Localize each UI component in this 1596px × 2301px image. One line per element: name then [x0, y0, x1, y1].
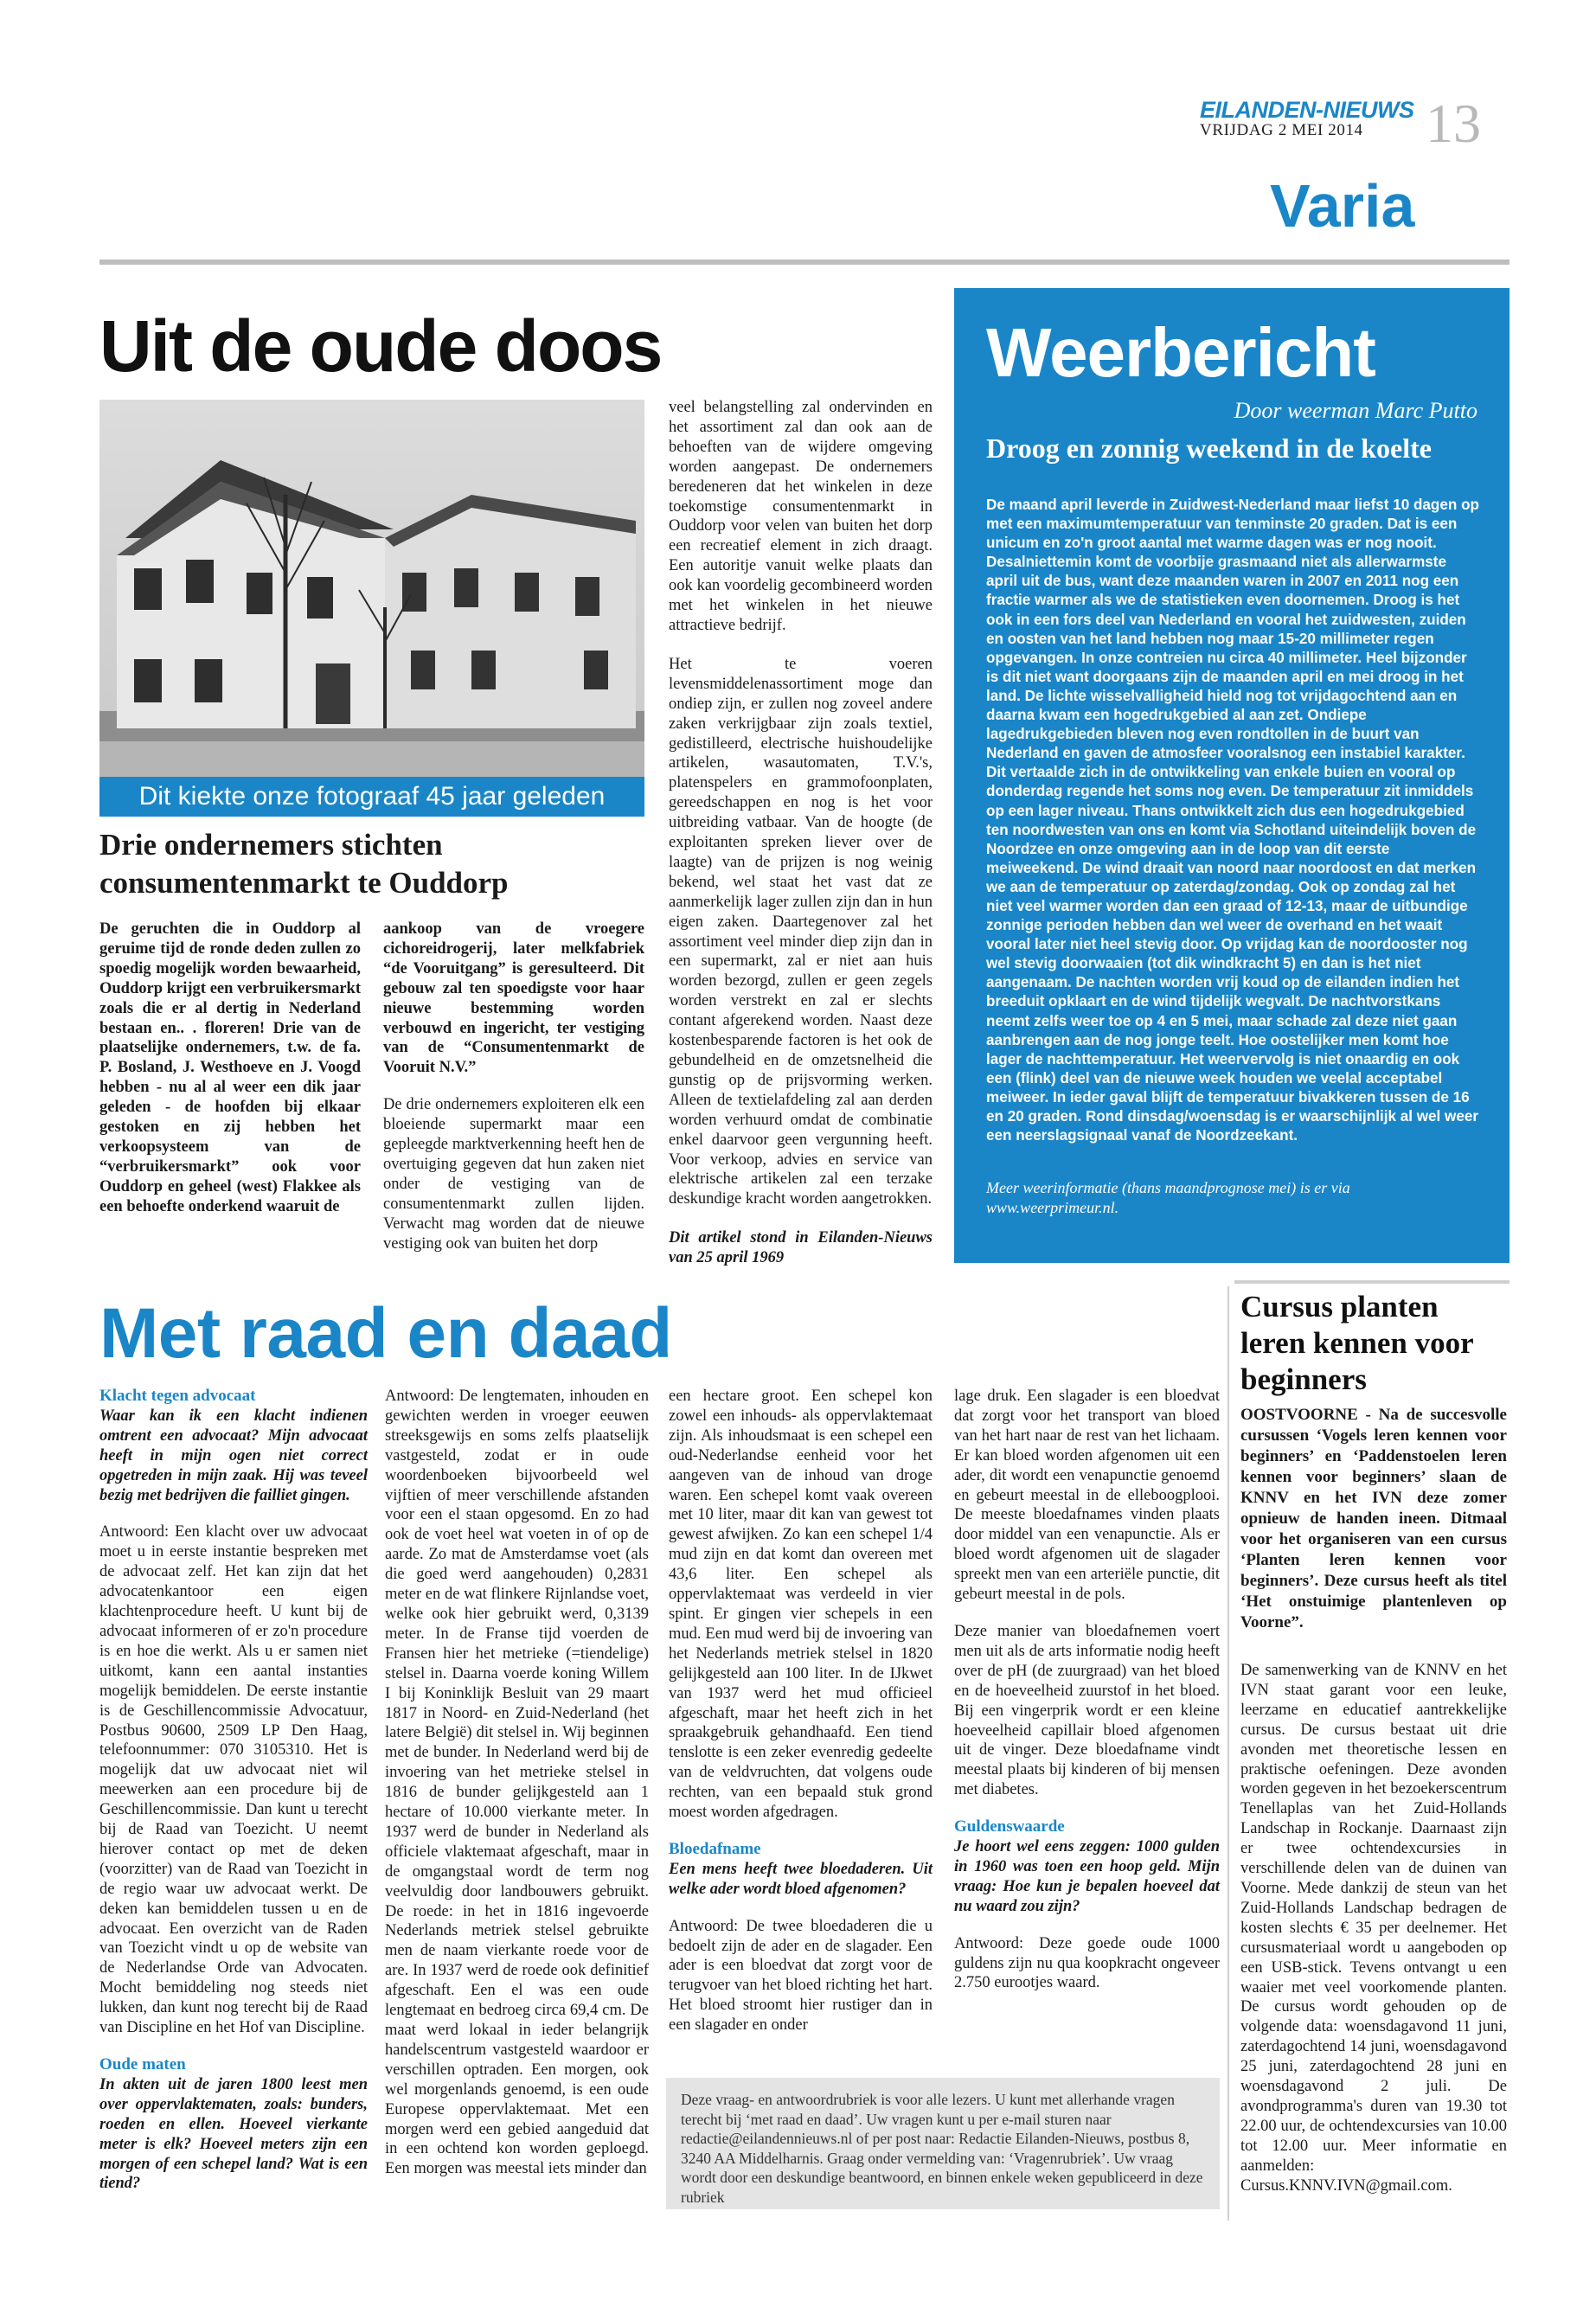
raad-column-4	[954, 1387, 1220, 1993]
oude-doos-column-1: De geruchten die in Ouddorp al geruime tijd de ronde deden zullen zo spoedig mogelijk worden bewaarheid, Ouddorp krijgt een verbruikersmarkt zoals die er al dertig in Nederland bestaan en.. . floreren! Drie van de plaatselijke ondernemers, t.w. de fa. P. Bosland, J. Westhoeve en J. Voogd hebben - nu al al weer een dik jaar geleden - de hoofden bij elkaar gestoken en zij hebben het verkoopsysteem van de “verbruikersmarkt” ook voor Ouddorp en geheel (west) Flakkee als een behoefte onderkend waaruit de	[99, 920, 361, 1215]
raad-column-2: Antwoord: De lengtematen, inhouden en gewichten werden in vroeger eeuwen streeksgewijs en soms zelfs plaatselijk vastgesteld, zodat er in oude woordenboeken bijvoorbeeld wel vijftien of meer verschillende afstanden voor een el staan opgesomd. En zo had ook de voet heel wat voeten in of op de aarde. Zo mat de Amsterdamse voet (als die goed werd aangehouden) 0,2831 meter en de wat flinkere Rijnlandse voet, welke ook hier gebruikt werd, 0,3139 meter. In de Franse tijd voerden de Fransen hier het metrieke (=tiendelige) stelsel in. Daarna voerde koning Willem I bij Koninklijk Besluit van 29 maart 1817 in Noord- en Zuid-Nederland (het latere België) dit stelsel in. Wij beginnen met de bunder. In Nederland werd bij de invoering van het metrieke stelsel in 1816 de bunder gelijkgesteld aan 1 hectare of 10.000 vierkante meter. In 1937 werd de bunder in Nederland als officiele vlaktemaat afgeschaft, maar in de omgangstaal wordt de term nog veelvuldig door landbouwers gebruikt. De roede: in het in 1816 ingevoerde Nederlands metriek stelsel gebruikte men de naam vierkante roede voor de are. In 1937 werd de roede ook definitief afgeschaft. Een el was een oude lengtemaat en bedroeg circa 69,4 cm. De maat werd lokaal in ieder belangrijk handelscentrum vastgesteld waardoor er verschillen optraden. Een morgen, ook wel morgenlands genoemd, is een oude Europese oppervlaktemaat. Met een morgen werd een gebied aangeduid dat in een ochtend kon worden geploegd. Een morgen was meestal iets minder dan	[385, 1388, 649, 2178]
newspaper-logo: EILANDEN-NIEUWS	[1200, 97, 1414, 123]
oude-doos-column-3	[669, 398, 933, 1268]
oude-doos-heading: Drie ondernemers stichten consumentenmarkt te Ouddorp	[99, 828, 509, 900]
oude-doos-col3-p1: veel belangstelling zal ondervinden en het assortiment zal dan ook aan de behoeften van de wijdere omgeving worden aangepast. De ondernemers beredeneren dat het winkelen in deze toekomstige consumentenmarkt in Ouddorp voor velen van buiten het dorp een recreatief element in zich draagt. Een autoritje vanuit welke plaats dan ook kan voordelig gecombineerd worden met het winkelen in het nieuwe attractieve bedrijf.	[669, 399, 933, 634]
weather-subtitle: Droog en zonnig weekend in de koelte	[986, 433, 1432, 464]
oude-doos-source: Dit artikel stond in Eilanden-Nieuws van 25 april 1969	[669, 1229, 933, 1267]
oude-doos-col3-p2: Het te voeren levensmiddelenassortiment moge dan ondiep zijn, er zullen nog zoveel andere zaken verkrijgbaar zijn zoals textiel, gedistilleerd, electrische huishoudelijke artikelen, wasautomaten, T.V.'s, platenspelers en grammofoonplaten, gereedschappen en nog is het voor uitbreiding vatbaar. Van de hoogte (de exploitanten spreken liever over de laagte) van de prijzen is nog weinig bekend, wel staat het vast dat ze aanmerkelijk lager zullen zijn dan in hun eigen zaken. Daartegenover zal het assortiment veel minder diep zijn dan in een supermarkt, zal er niet aan huis worden bezorgd, zullen er geen zegels worden verstrekt en zal er slechts contant afgerekend worden. Naast deze kostenbesparende factoren is het ook de gebundelheid en de omzetsnelheid die gunstig op de prijsvorming werken. Alleen de textielafdeling zal aan derden worden verhuurd omdat de combinatie enkel daarvoor geen vergunning heeft. Voor verkoop, advies en service van elektrische artikelen zal een terzake deskundige kracht worden aangetrokken.	[669, 655, 933, 1208]
archive-photo	[99, 400, 644, 780]
raad-s4-answer: Antwoord: Deze goede oude 1000 guldens zijn nu qua koopkracht ongeveer 2.750 eurootjes waard.	[954, 1934, 1220, 1992]
raad-s3-question: Een mens heeft twee bloedaderen. Uit welke ader wordt bloed afgenomen?	[669, 1860, 933, 1898]
raad-s1-question: Waar kan ik een klacht indienen omtrent een advocaat? Mijn advocaat heeft in mijn ogen niet correct opgetreden in mijn zaak. Hij was teveel bezig met bedrijven die failliet gingen.	[99, 1407, 368, 1504]
raad-s1-answer: Antwoord: Een klacht over uw advocaat moet u in eerste instantie bespreken met de advocaat zelf. Het kan zijn dat het advocatenkantoor een eigen klachtenprocedure heeft. U kunt bij de advocaat informeren of er zo'n procedure is en hoe die werkt. Als u er samen niet uitkomt, kann een aantal instanties mogelijk bemiddelen. De eerste instantie is de Geschillencommissie Advocatuur, Postbus 90600, 2509 LP Den Haag, telefoonnummer: 070 3105310. Het is mogelijk dat uw advocaat niet wil meewerken aan een procedure bij de Geschillencommissie. Dan kunt u terecht bij de Raad van Toezicht. U neemt hierover contact op met de deken (voorzitter) van de Raad van Toezicht in de regio waar uw advocaat werkt. De deken kan bemiddelen tussen u en de advocaat. Een overzicht van de Raden van Toezicht vindt u op de website van de Nederlandse Orde van Advocaten. Mocht bemiddeling nog steeds niet lukken, dan kunt nog terecht bij de Raad van Discipline en het Hof van Discipline.	[99, 1523, 368, 2037]
cursus-top-rule	[1234, 1280, 1509, 1284]
raad-s4-heading: Guldenswaarde	[954, 1817, 1065, 1836]
raad-col3-text: een hectare groot. Een schepel kon zowel een inhouds- als oppervlaktemaat zijn. Als inhoudsmaat is een schepel een oud-Nederlandse eenheid voor het aangeven van de inhoud van droge waren. Een schepel komt vaak overeen met 10 liter, maar dit kan van gewest tot gewest afwijken. Zo kan een schepel 1/4 mud zijn en dat komt dan overeen met 43,6 liter. Een schepel als oppervlaktemaat was verdeeld in vier spint. Er gingen vier schepels in een mud. Een mud werd bij de invoering van het Nederlands metriek stelsel in 1820 gelijkgesteld aan 100 liter. In de IJkwet van 1937 werd het mud officieel afgeschaft, maar het heeft zich in het spraakgebruik gehandhaafd. Een tiend tenslotte is een zeker evenredig gedeelte van de veldvruchten, dat volgens oude rechten, van een bepaald stuk grond moest worden afgedragen.	[669, 1388, 933, 1822]
weather-footer: Meer weerinformatie (thans maandprognose mei) is er via www.weerprimeur.nl.	[986, 1179, 1350, 1216]
page-number: 13	[1426, 93, 1481, 154]
raad-s2-heading: Oude maten	[99, 2055, 186, 2073]
cursus-lead: OOSTVOORNE - Na de succesvolle cursussen ‘Vogels leren kennen voor beginners’ en ‘Paddenstoelen leren kennen voor beginners’ slaan de KNNV en het IVN deze zomer opnieuw de handen ineen. Ditmaal voor het organiseren van een cursus ‘Planten leren kennen voor beginners’. Deze cursus heeft als titel ‘Het onstuimige plantenleven op Voorne”.	[1240, 1406, 1507, 1631]
weather-title: Weerbericht	[986, 314, 1375, 391]
weather-body: De maand april leverde in Zuidwest-Nederland maar liefst 10 dagen op met een maximumtemperatuur van tenminste 20 graden. Dat is een unicum en zo'n groot aantal met warme dagen was er nog nooit. Desalniettemin komt de voorbije grasmaand niet als allerwarmste april uit de bus, want deze maanden waren in 2007 en 2011 nog een fractie warmer als we de statistieken even doornemen. Droog is het ook in een fors deel van Nederland en vooral het zuidwesten, zuiden en oosten van het land hebben nog maar 15-20 millimeter regen opgevangen. In onze contreien nu circa 40 millimeter. Heel bijzonder is dit niet want doorgaans zijn de maanden april en mei droog in het land. De lichte wisselvalligheid hield nog tot vrijdagochtend aan en daarna kwam een hogedrukgebied al aan zet. Ondiepe lagedrukgebieden bleven nog even rondtollen in de buurt van Nederland en gaven de atmosfeer vooralsnog een instabiel karakter. Dit vertaalde zich in de ontwikkeling van enkele buien en vooral op donderdag regende het soms nog even. De temperatuur zit inmiddels op een lager niveau. Thans ontwikkelt zich dus een hogedrukgebied ten noordwesten van ons en komt via Schotland uiteindelijk boven de Noordzee en onze omgeving aan in de loop van dit eerste meiweekend. De wind draait van noord naar noordoost en dat merken we aan de temperatuur op zaterdag/zondag. Ook op zondag zal het niet veel warmer worden dan een graad of 12-13, maar de uitbundige zonnige perioden hebben dan wel weer de overhand en het waait vooral later niet heel stevig door. Op vrijdag kan de noordooster nog wel stevig doorwaaien (tot dik windkracht 5) en dan is het niet aangenaam. De nachten worden vrij koud op de eilanden indien het breeduit opklaart en de wind tijdelijk wegvalt. De nachtvorstkans neemt zelfs weer toe op 4 en 5 mei, maar schade zal deze niet gaan aanbrengen aan de nog jonge teelt. Hoe oostelijker men komt hoe lager de nachttemperatuur. Het weervervolg is niet onaardig en ook een (flink) deel van de nieuwe week houden we veelal acceptabel meiweer. In ieder gaval blijft de temperatuur bivakkeren tussen de 16 en 20 graden. Rond dinsdag/woensdag is er waarschijnlijk al wel weer een neerslagsignaal vanaf de Noordzeekant.	[986, 497, 1479, 1144]
raad-column-3	[669, 1387, 933, 2035]
photo-caption: Dit kiekte onze fotograaf 45 jaar geleden	[99, 777, 644, 817]
raad-column-1	[99, 1387, 368, 2194]
raad-s1-heading: Klacht tegen advocaat	[99, 1387, 256, 1405]
raad-s3-heading: Bloedafname	[669, 1839, 761, 1858]
section-title: Varia	[1270, 172, 1415, 240]
top-divider	[99, 260, 1509, 265]
column-divider	[1227, 1286, 1229, 2221]
raad-s2-question: In akten uit de jaren 1800 leest men over oppervlaktematen, zoals: bunders, roeden en ellen. Hoeveel vierkante meter is elk? Hoeveel meters zijn een morgen of een schepel land? Wat is een tiend?	[99, 2075, 368, 2193]
raad-col4-p2: Deze manier van bloedafnemen voert men uit als de arts informatie nodig heeft over de pH (de zuurgraad) van het bloed en de hoeveelheid zuurstof in het bloed. Bij een vingerprik wordt er een kleine hoeveelheid capillair bloed afgenomen uit de vinger. Deze bloedafname vindt meestal plaats bij kinderen of bij mensen met diabetes.	[954, 1622, 1220, 1799]
raad-s3-answer: Antwoord: De twee bloedaderen die u bedoelt zijn de ader en de slagader. Een ader is een bloedvat dat zorgt voor de terugvoer van het bloed richting het hart. Het bloed stroomt hier rustiger dan in een slagader en onder	[669, 1917, 933, 2035]
oude-doos-col2-lead: aankoop van de vroegere cichoreidrogerij, later melkfabriek “de Vooruitgang” is geresulteerd. Dit gebouw zal ten spoedigste voor haar nieuwe bestemming worden verbouwd en ingericht, ter vestiging van de “Consumentenmarkt de Vooruit N.V.”	[383, 920, 644, 1077]
oude-doos-column-2	[383, 920, 644, 1254]
weather-byline: Door weerman Marc Putto	[1234, 398, 1477, 423]
raad-info-box: Deze vraag- en antwoordrubriek is voor alle lezers. U kunt met allerhande vragen terecht bij ‘met raad en daad’. Uw vragen kunt u per e-mail sturen naar redactie@eilandennieuws.nl of per post naar: Redactie Eilanden-Nieuws, postbus 8, 3240 AA Middelharnis. Graag onder vermelding van: ‘Vragenrubriek’. Uw vraag wordt door een deskundige beantwoord, en binnen enkele weken gepubliceerd in deze rubriek	[666, 2078, 1220, 2209]
oude-doos-col2-body: De drie ondernemers exploiteren elk een bloeiende supermarkt maar een gepleegde marktverkenning heeft hen de overtuiging gegeven dat hun zaken niet onder de vestiging van de consumentenmarkt zullen lijden. Verwacht mag worden dat de nieuwe vestiging ook van buiten het dorp	[383, 1096, 644, 1253]
raad-s4-question: Je hoort wel eens zeggen: 1000 gulden in 1960 was toen een hoop geld. Mijn vraag: Hoe kun je bepalen hoeveel dat nu waard zou zijn?	[954, 1838, 1220, 1915]
cursus-title: Cursus planten leren kennen voor beginners	[1240, 1290, 1473, 1396]
raad-title: Met raad en daad	[99, 1294, 672, 1373]
raad-col4-p1: lage druk. Een slagader is een bloedvat dat zorgt voor het transport van bloed van het hart naar de rest van het lichaam. Er kan bloed worden afgenomen uit een ader, dit wordt een venapunctie genoemd en gebeurt meestal in de elleboogplooi. De meeste bloedafnames vinden plaats door middel van een venapunctie. Als er bloed wordt afgenomen uit de slagader spreekt men van een arteriële punctie, dit gebeurt meestal in de pols.	[954, 1388, 1220, 1604]
cursus-body: De samenwerking van de KNNV en het IVN staat garant voor een leuke, leerzame en educatief aantrekkelijke cursus. De cursus bestaat uit drie avonden met theoretische lessen en praktische oefeningen. Deze avonden worden gegeven in het bezoekerscentrum Tenellaplas van het Zuid-Hollands Landschap in Rockanje. Daarnaast zijn er twee ochtendexcursies in verschillende delen van de duinen van Voorne. Mede dankzij de steun van het Zuid-Hollands Landschap bedragen de kosten slechts € 35 per deelnemer. Het cursusmateriaal wordt u aangeboden op een USB-stick. Tevens ontvangt u een waaier met veel voorkomende planten. De cursus wordt gehouden op de volgende data: woensdagavond 11 juni, zaterdagochtend 14 juni, woensdagavond 25 juni, zaterdagochtend 28 juni en woensdagavond 2 juli. De avondprogramma's duren van 19.30 tot 22.00 uur, de ochtendexcursies van 10.00 tot 12.00 uur. Meer informatie en aanmelden: Cursus.KNNV.IVN@gmail.com.	[1240, 1662, 1507, 2195]
issue-date: VRIJDAG 2 MEI 2014	[1200, 121, 1363, 139]
oude-doos-title: Uit de oude doos	[99, 305, 662, 387]
